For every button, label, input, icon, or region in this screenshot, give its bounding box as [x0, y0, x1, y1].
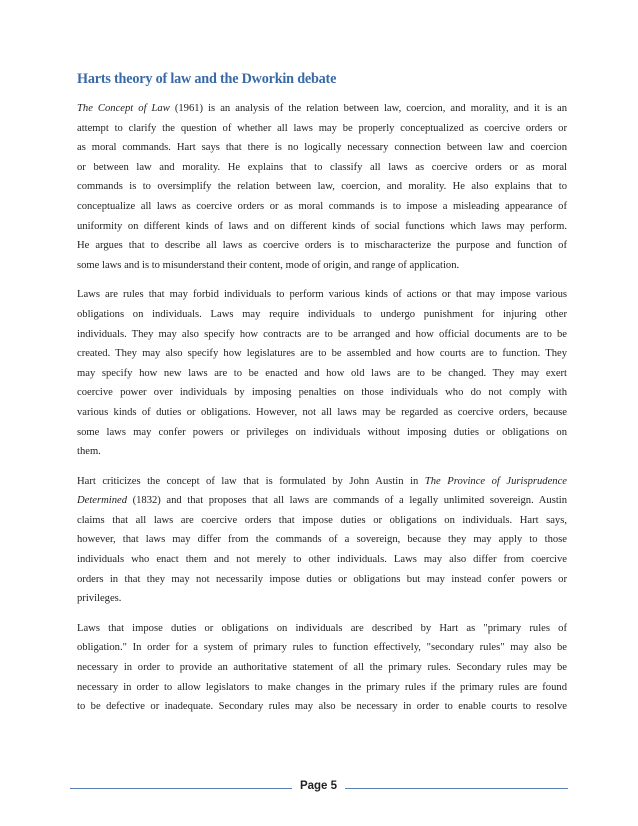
text-line: [77, 99, 567, 119]
text-segment: some laws may confer powers or privileges on individuals without imposing duties or obligations on: [77, 426, 567, 438]
text-line: [77, 217, 567, 237]
text-line: [77, 472, 567, 492]
text-segment: (1961) is an analysis of the relation between law, coercion, and morality, and it is an: [169, 103, 567, 114]
text-segment: coercive power over individuals by imposing penalties on those individuals who do not comply with: [77, 387, 567, 399]
text-segment: necessary in order to allow legislators to make changes in the primary rules if the primary rules are found: [77, 681, 567, 693]
text-line: [77, 305, 567, 325]
text-line: [77, 658, 567, 678]
text-line: [77, 364, 567, 384]
text-segment: (1832) and that proposes that all laws are commands of a legally unlimited sovereign. Austin: [127, 495, 567, 507]
paragraph: [77, 472, 567, 609]
text-segment: necessary in order to provide an authoritative statement of all the primary rules. Secondary rules may be: [77, 662, 567, 674]
page-number: Page 5: [299, 780, 338, 792]
text-segment: privileges.: [77, 593, 122, 605]
text-line: [77, 197, 567, 217]
italic-title: The Province of Jurisprudence: [424, 475, 567, 487]
footer-rule-right: [345, 788, 568, 789]
text-segment: individuals. They may also specify how contracts are to be arranged and how official documents are to be: [77, 328, 567, 340]
footer-rule-left: [70, 788, 292, 789]
paragraph: [77, 99, 567, 275]
text-line: [77, 325, 567, 345]
text-segment: obligation." In order for a system of primary rules to function effectively, "secondary rules" may also be: [77, 642, 567, 654]
text-segment: Laws that impose duties or obligations on individuals are described by Hart as "primary rules of: [77, 622, 567, 634]
text-line: [77, 511, 567, 531]
text-line: [77, 697, 567, 717]
text-segment: obligations on individuals. Laws may require individuals to undergo punishment for injuring other: [77, 308, 567, 320]
text-line: [77, 423, 567, 443]
document-body: [77, 99, 567, 727]
text-line: [77, 344, 567, 364]
text-segment: individuals who enact them and not merely to other individuals. Laws may also differ from coercive: [77, 554, 567, 566]
text-segment: however, that laws may differ from the commands of a sovereign, because they may apply to those: [77, 534, 567, 546]
text-line: [77, 236, 567, 256]
text-segment: Laws are rules that may forbid individuals to perform various kinds of actions or that may impose various: [77, 289, 567, 301]
text-segment: Hart criticizes the concept of law that is formulated by John Austin in: [77, 475, 425, 487]
text-line: [77, 256, 567, 276]
text-segment: He argues that to describe all laws as coercive orders is to mischaracterize the purpose and function of: [77, 240, 567, 252]
paragraph: [77, 619, 567, 717]
text-segment: conceptualize all laws as coercive orders or as moral commands is to impose a misleading appearance of: [77, 200, 567, 212]
text-line: [77, 403, 567, 423]
text-line: [77, 570, 567, 590]
text-segment: to be defective or inadequate. Secondary rules may also be necessary in order to enable courts to resolve: [77, 701, 567, 713]
page-footer: [0, 778, 638, 800]
text-segment: created. They may also specify how legislatures are to be assembled and how courts are to function. They: [77, 348, 567, 360]
text-segment: attempt to clarify the question of whether all laws may be properly conceptualized as coercive orders or: [77, 122, 567, 134]
text-segment: them.: [77, 446, 101, 458]
text-segment: various kinds of duties or obligations. However, not all laws may be regarded as coercive orders, because: [77, 406, 567, 418]
text-segment: as moral commands. Hart says that there is no logically necessary connection between law and coercion: [77, 142, 567, 154]
text-line: [77, 638, 567, 658]
text-line: [77, 442, 567, 462]
text-line: [77, 550, 567, 570]
text-line: [77, 119, 567, 139]
text-line: [77, 158, 567, 178]
text-line: [77, 138, 567, 158]
text-segment: orders in that they may not necessarily impose duties or obligations but may instead confer powers or: [77, 573, 567, 585]
text-line: [77, 285, 567, 305]
section-heading: Harts theory of law and the Dworkin debate: [77, 71, 337, 87]
text-line: [77, 177, 567, 197]
text-line: [77, 491, 567, 511]
paragraph: [77, 285, 567, 461]
text-segment: may specify how new laws are to be enacted and how old laws are to be changed. They may exert: [77, 367, 567, 379]
italic-title: The Concept of Law: [77, 103, 170, 114]
text-line: [77, 678, 567, 698]
text-line: [77, 383, 567, 403]
italic-title: Determined: [77, 495, 128, 507]
text-segment: commands is to oversimplify the relation between law, coercion, and morality. He also explains that to: [77, 181, 567, 193]
text-segment: some laws and is to misunderstand their content, mode of origin, and range of application.: [77, 259, 460, 271]
text-line: [77, 619, 567, 639]
text-line: [77, 589, 567, 609]
text-segment: uniformity on different kinds of laws and on different kinds of social functions which laws may perform.: [77, 220, 567, 232]
text-segment: or between law and morality. He explains that to classify all laws as coercive orders or as moral: [77, 161, 567, 173]
text-line: [77, 530, 567, 550]
text-segment: claims that all laws are coercive orders that impose duties or obligations on individuals. Hart says,: [77, 514, 567, 526]
